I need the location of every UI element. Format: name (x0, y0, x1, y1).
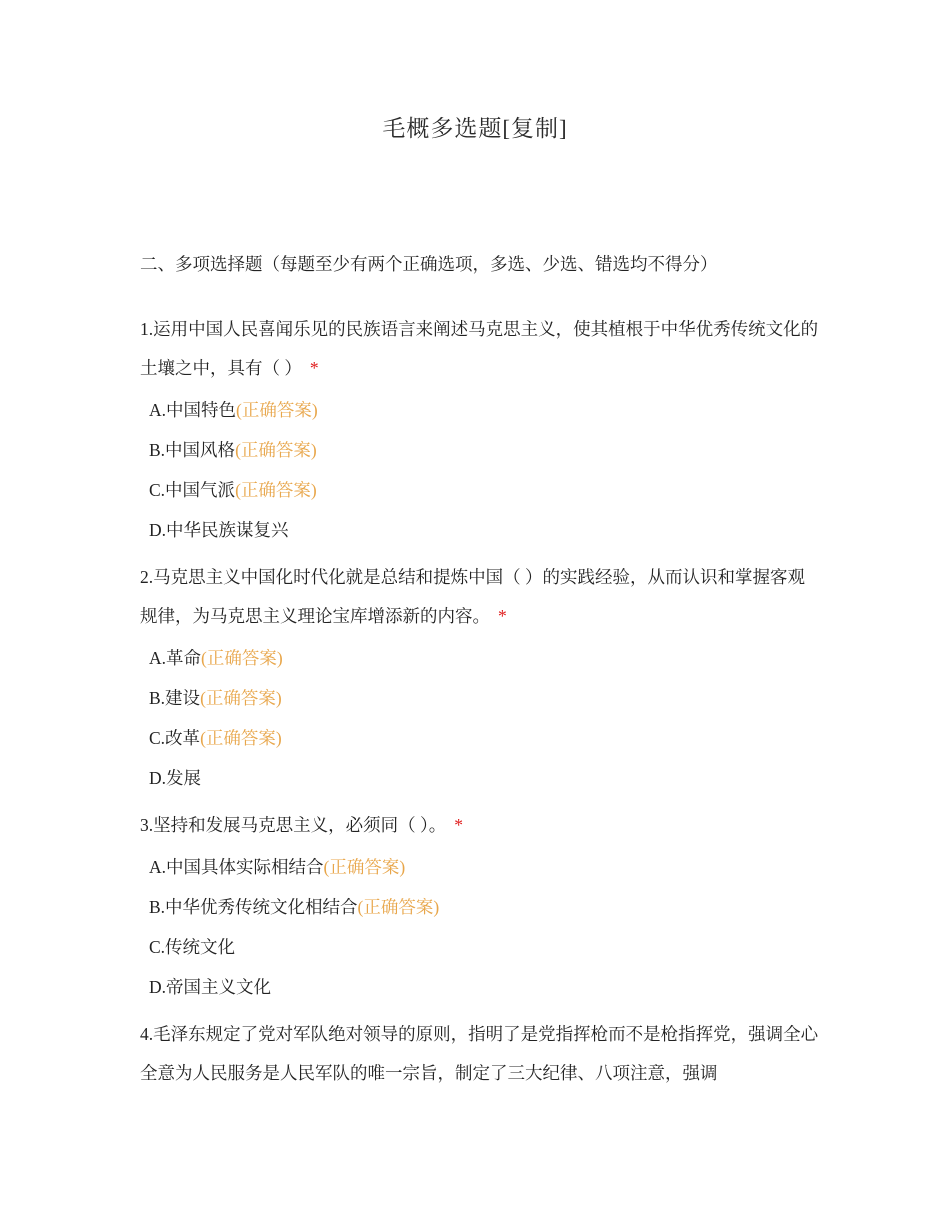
option-label: B.建设 (149, 688, 201, 708)
option-label: A.革命 (149, 648, 202, 668)
question-stem: 2.马克思主义中国化时代化就是总结和提炼中国（ ）的实践经验，从而认识和掌握客观规律，为马克思主义理论宝库增添新的内容。 (140, 567, 805, 626)
correct-answer-tag: (正确答案) (236, 400, 318, 420)
option-d (149, 758, 820, 798)
question-text (140, 310, 820, 388)
question-stem: 1.运用中国人民喜闻乐见的民族语言来阐述马克思主义，使其植根于中华优秀传统文化的土壤之中，具有（ ） (140, 319, 819, 378)
option-c (149, 718, 820, 758)
option-a (149, 847, 820, 887)
option-c (149, 470, 820, 510)
option-label: C.传统文化 (149, 937, 236, 957)
required-mark: * (309, 358, 319, 378)
option-a (149, 638, 820, 678)
option-label: B.中华优秀传统文化相结合 (149, 897, 358, 917)
question-3 (140, 806, 820, 1007)
quiz-content (140, 250, 820, 1101)
option-b (149, 430, 820, 470)
option-label: C.中国气派 (149, 480, 236, 500)
option-label: C.改革 (149, 728, 201, 748)
question-text (140, 806, 820, 845)
question-2 (140, 558, 820, 798)
question-text (140, 1015, 820, 1093)
correct-answer-tag: (正确答案) (200, 728, 282, 748)
option-label: D.发展 (149, 768, 202, 788)
option-b (149, 678, 820, 718)
question-list (140, 310, 820, 1093)
correct-answer-tag: (正确答案) (200, 688, 282, 708)
option-b (149, 887, 820, 927)
option-label: D.帝国主义文化 (149, 977, 272, 997)
option-c (149, 927, 820, 967)
required-mark: * (498, 606, 507, 626)
option-d (149, 967, 820, 1007)
option-label: B.中国风格 (149, 440, 236, 460)
option-label: A.中国具体实际相结合 (149, 857, 324, 877)
option-label: D.中华民族谋复兴 (149, 520, 289, 540)
question-stem: 4.毛泽东规定了党对军队绝对领导的原则，指明了是党指挥枪而不是枪指挥党，强调全心全意为人民服务是人民军队的唯一宗旨，制定了三大纪律、八项注意，强调 (140, 1024, 819, 1083)
correct-answer-tag: (正确答案) (235, 440, 317, 460)
correct-answer-tag: (正确答案) (201, 648, 283, 668)
option-a (149, 390, 820, 430)
correct-answer-tag: (正确答案) (323, 857, 406, 877)
section-heading: 二、多项选择题（每题至少有两个正确选项，多选、少选、错选均不得分） (140, 254, 718, 274)
correct-answer-tag: (正确答案) (357, 897, 440, 917)
option-label: A.中国特色 (149, 400, 237, 420)
question-1 (140, 310, 820, 550)
page-title: 毛概多选题[复制] (382, 116, 568, 141)
question-stem: 3.坚持和发展马克思主义，必须同（ ）。 (140, 815, 447, 835)
question-4 (140, 1015, 820, 1093)
option-d (149, 510, 820, 550)
required-mark: * (454, 815, 463, 835)
correct-answer-tag: (正确答案) (235, 480, 317, 500)
question-text (140, 558, 820, 636)
